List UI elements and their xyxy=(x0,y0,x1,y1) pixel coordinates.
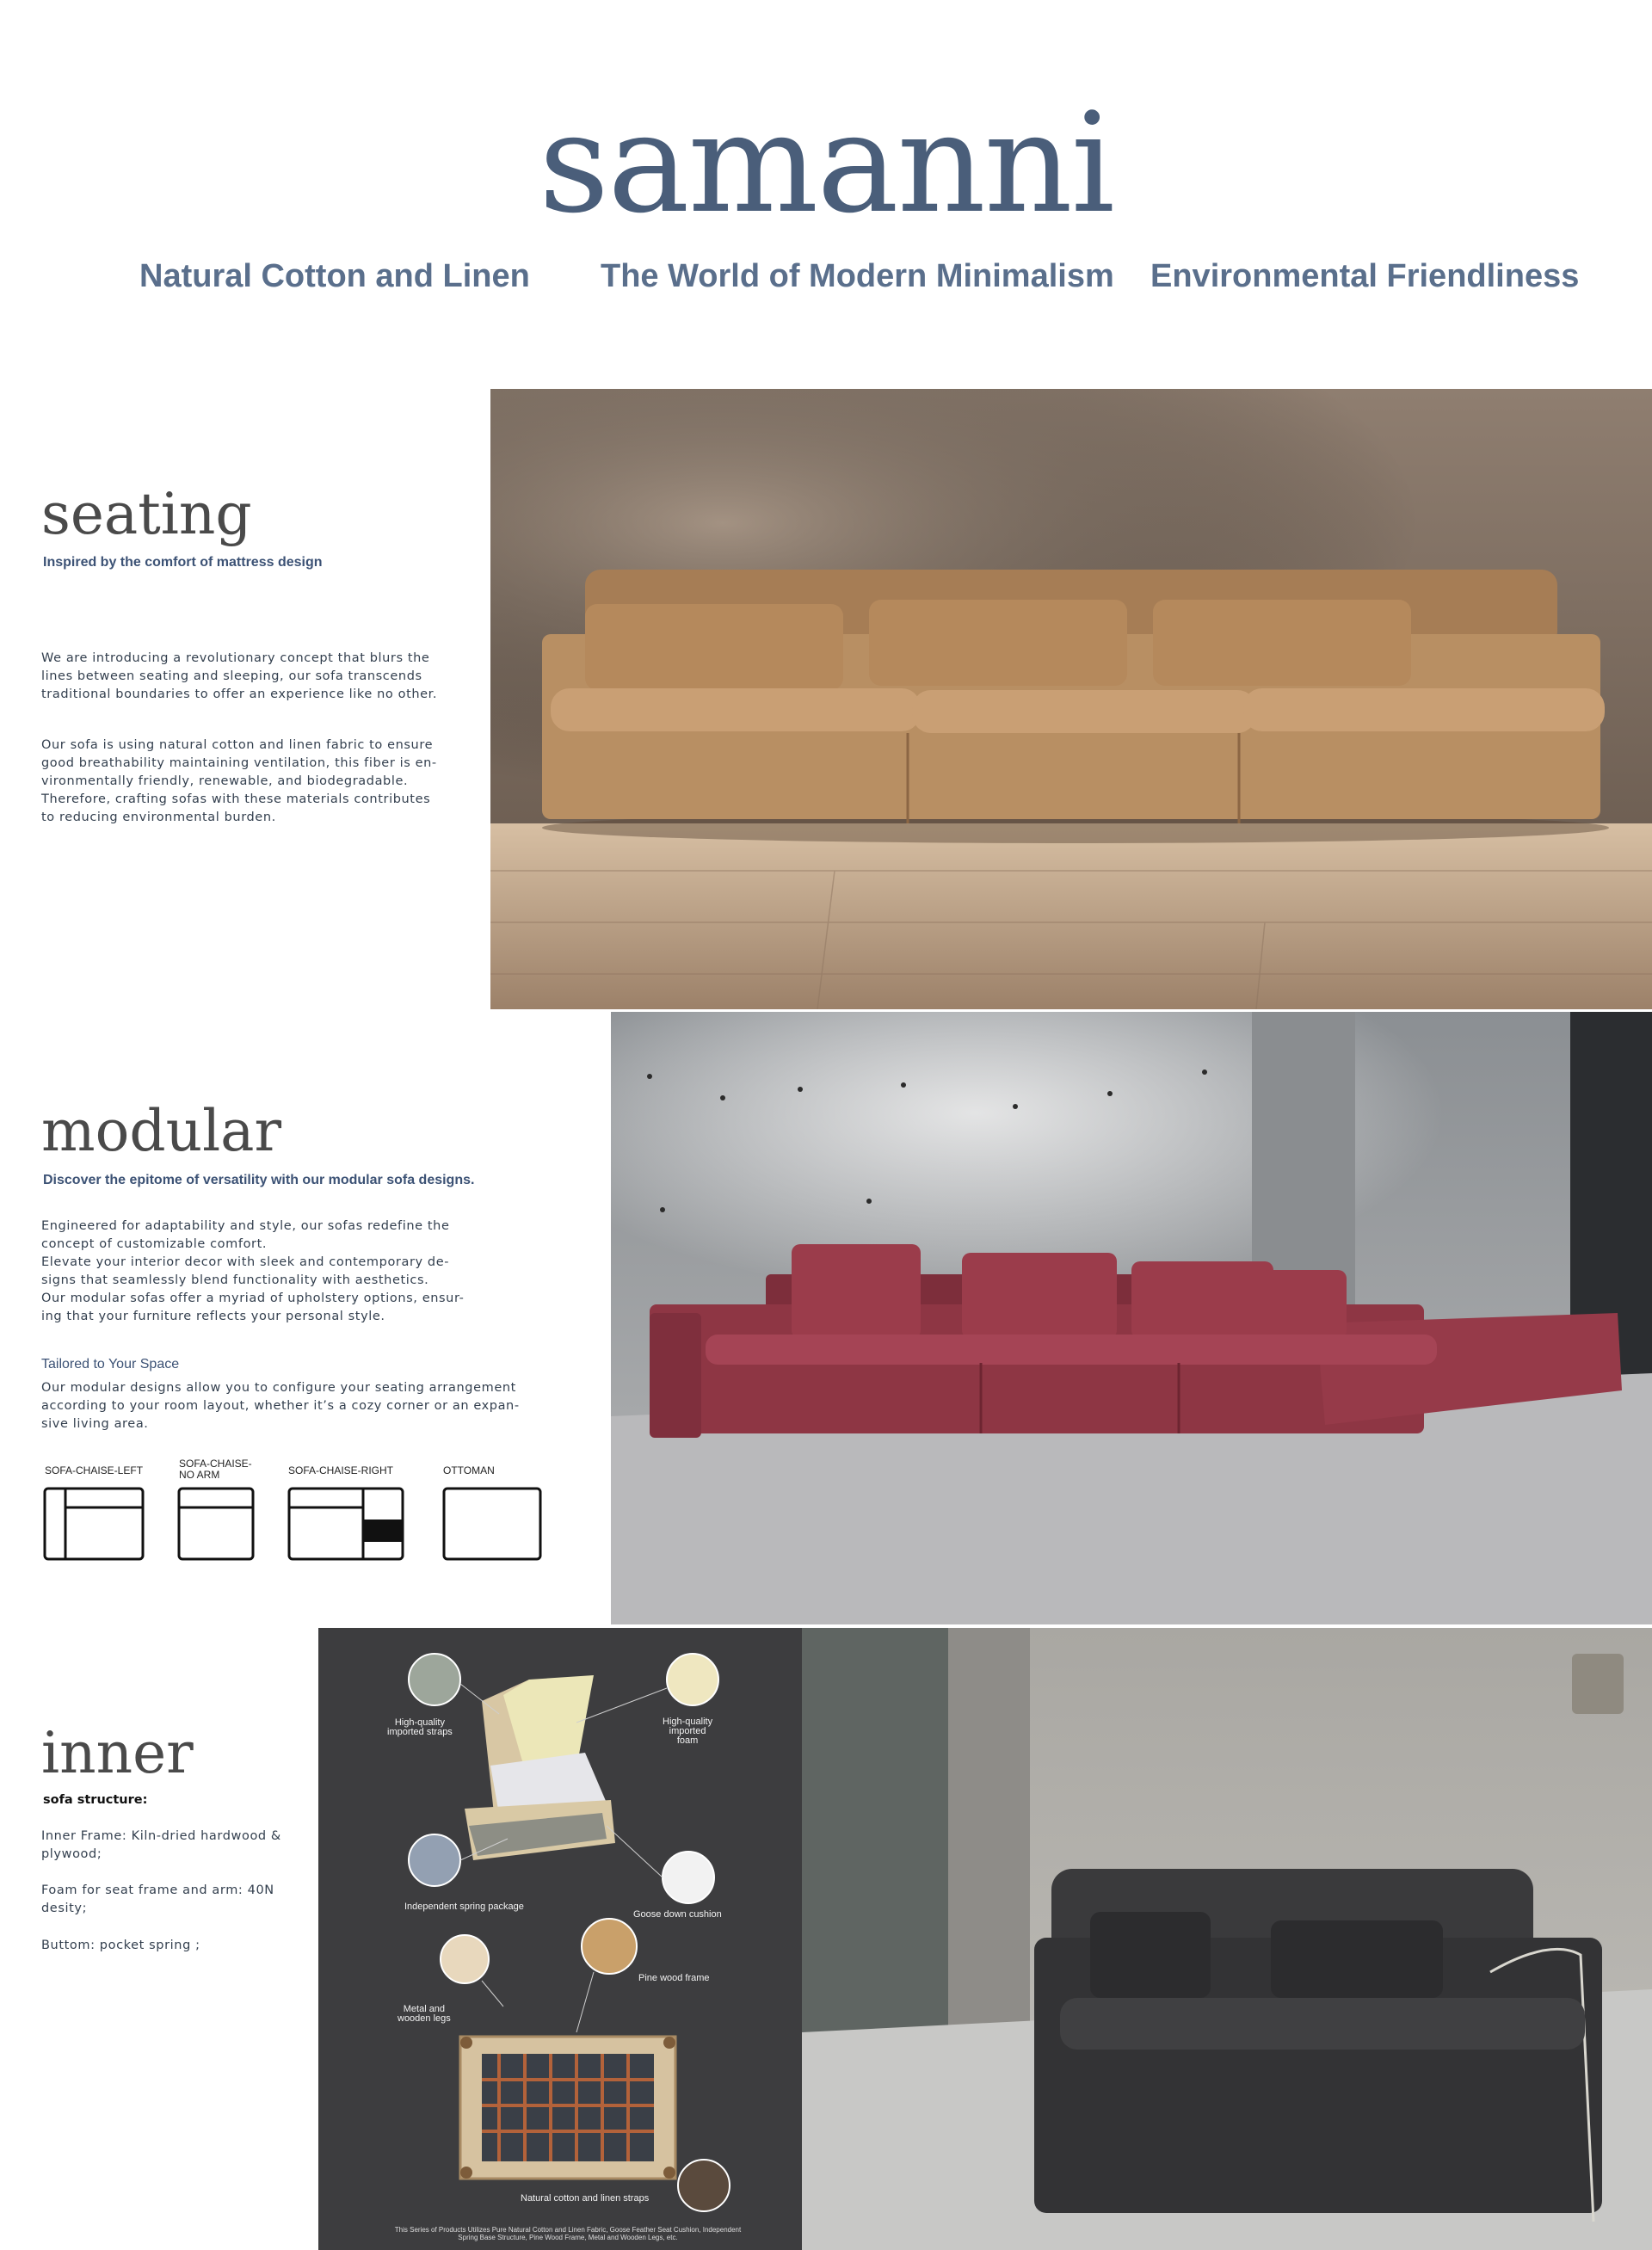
callout-spring: Independent spring package xyxy=(404,1902,524,1912)
modular-title: modular xyxy=(41,1098,282,1164)
layout-label-chaise-no-arm: SOFA-CHAISE- NO ARM xyxy=(179,1458,252,1481)
layout-icon-chaise-right xyxy=(287,1487,404,1561)
tagline-cotton-linen: Natural Cotton and Linen xyxy=(139,258,530,294)
callout-straps: High-quality imported straps xyxy=(387,1717,453,1737)
panel-footnote: This Series of Products Utilizes Pure Natural Cotton and Linen Fabric, Goose Feather Seat Cushion, Independent Spring Base Structure, Pine Wood Frame, Metal and Wooden Legs, etc. xyxy=(394,2226,742,2241)
seating-paragraph-2: Our sofa is using natural cotton and linen fabric to ensure good breathability maintaining ventilation, this fiber is en- vironmentally friendly, renewable, and biodegradable. Therefore, crafting sofas with these materials contributes to reducing environmental burden. xyxy=(41,738,437,824)
modular-paragraph-2: Our modular designs allow you to configure your seating arrangement according to your room layout, whether it’s a cozy corner or an expan- sive living area. xyxy=(41,1381,520,1431)
tagline-modern-minimalism: The World of Modern Minimalism xyxy=(601,258,1114,294)
seating-paragraph-1: We are introducing a revolutionary concept that blurs the lines between seating and sleeping, our sofa transcends traditional boundaries to offer an experience like no other. xyxy=(41,651,438,701)
seating-title: seating xyxy=(41,481,252,547)
layout-icon-chaise-no-arm xyxy=(177,1487,255,1561)
callout-goose: Goose down cushion xyxy=(633,1909,722,1920)
seating-subtitle: Inspired by the comfort of mattress design xyxy=(43,555,323,570)
brand-logo: samanni xyxy=(539,83,1113,243)
layout-label-ottoman: OTTOMAN xyxy=(443,1464,495,1476)
inner-spec-bottom: Buttom: pocket spring ; xyxy=(41,1939,200,1952)
inner-title: inner xyxy=(41,1720,194,1786)
tan-sofa-photo xyxy=(490,389,1652,1009)
modular-paragraph-1: Engineered for adaptability and style, our sofas redefine the concept of customizable comfort. Elevate your interior decor with sleek and contemporary de- signs that seamlessly blend functionality with aesthetics. Our modular sofas offer a myriad of upholstery options, ensur- ing that your furniture reflects your personal style. xyxy=(41,1219,465,1323)
inner-spec-foam: Foam for seat frame and arm: 40N desity; xyxy=(41,1883,274,1915)
grey-sofa-photo xyxy=(802,1628,1652,2250)
tagline-environmental: Environmental Friendliness xyxy=(1150,258,1580,294)
structure-diagram-panel xyxy=(318,1628,802,2250)
callout-foam: High-quality imported foam xyxy=(663,1717,713,1746)
layout-label-chaise-left: SOFA-CHAISE-LEFT xyxy=(45,1464,144,1476)
modular-subtitle: Discover the epitome of versatility with our modular sofa designs. xyxy=(43,1173,475,1187)
layout-icon-ottoman xyxy=(442,1487,542,1561)
red-sofa-photo xyxy=(611,1012,1652,1624)
callout-pine: Pine wood frame xyxy=(638,1973,710,1983)
callout-linen: Natural cotton and linen straps xyxy=(521,2193,650,2204)
layout-icon-chaise-left xyxy=(43,1487,145,1561)
tailored-heading: Tailored to Your Space xyxy=(41,1357,180,1372)
callout-legs: Metal and wooden legs xyxy=(398,2004,451,2024)
layout-label-chaise-right: SOFA-CHAISE-RIGHT xyxy=(288,1464,394,1476)
inner-spec-frame: Inner Frame: Kiln-dried hardwood & plywood; xyxy=(41,1829,281,1861)
inner-subtitle: sofa structure: xyxy=(43,1793,148,1807)
